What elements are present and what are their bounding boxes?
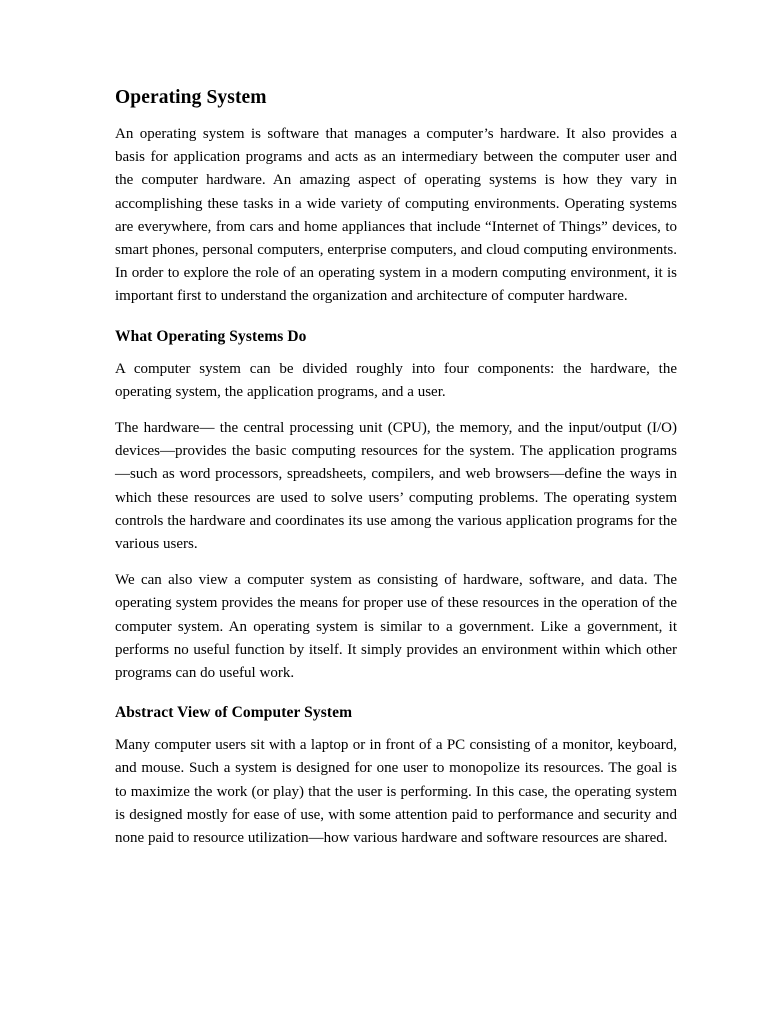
heading-what-operating-systems-do: What Operating Systems Do <box>115 327 307 345</box>
page-title: Operating System <box>115 87 267 108</box>
single-user-paragraph: Many computer users sit with a laptop or in front of a PC consisting of a monitor, keyboard, and mouse. Such a system is designed for one user to monopolize its resources. The goal is to maximize the work (or play) that the user is performing. In this case, the operating system is designed mostly for ease of use, with some attention paid to performance and security and none paid to resource utilization—how various hardware and software resources are shared. <box>115 737 677 847</box>
intro-paragraph: An operating system is software that manages a computer’s hardware. It also provides a basis for application programs and acts as an intermediary between the computer user and the computer hardware. An amazing aspect of operating systems is how they vary in accomplishing these tasks in a wide variety of computing environments. Operating systems are everywhere, from cars and home appliances that include “Internet of Things” devices, to smart phones, personal computers, enterprise computers, and cloud computing environments. In order to explore the role of an operating system in a modern computing environment, it is important first to understand the organization and architecture of computer hardware. <box>115 126 677 305</box>
four-components-paragraph: A computer system can be divided roughly into four components: the hardware, the operating system, the application programs, and a user. <box>115 360 677 400</box>
government-analogy-paragraph: We can also view a computer system as consisting of hardware, software, and data. The operating system provides the means for proper use of these resources in the operation of the computer system. An operating system is similar to a government. Like a government, it performs no useful function by itself. It simply provides an environment within which other programs can do useful work. <box>115 572 677 682</box>
heading-abstract-view-of-computer-system: Abstract View of Computer System <box>115 704 353 722</box>
hardware-components-paragraph: The hardware— the central processing unit (CPU), the memory, and the input/output (I/O) devices—provides the basic computing resources for the system. The application programs—such as word processors, spreadsheets, compilers, and web browsers—define the ways in which these resources are used to solve users’ computing problems. The operating system controls the hardware and coordinates its use among the various application programs for the various users. <box>115 420 677 553</box>
document-content <box>115 86 677 850</box>
